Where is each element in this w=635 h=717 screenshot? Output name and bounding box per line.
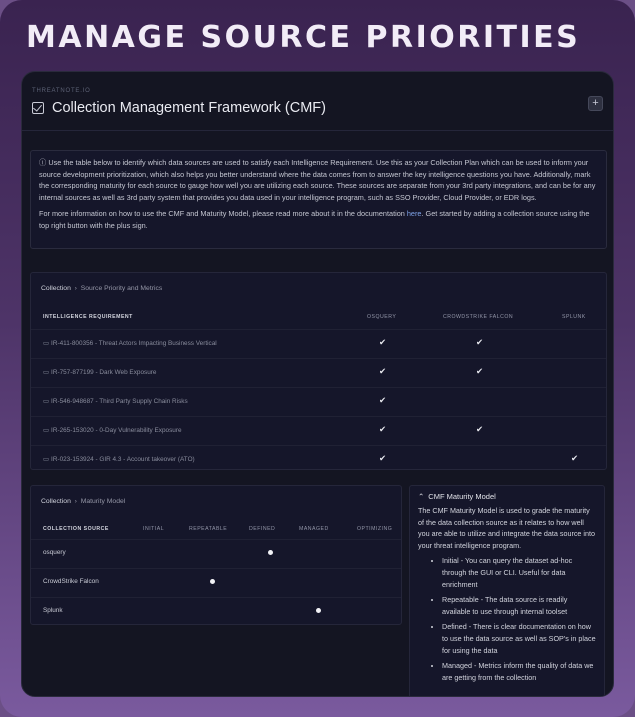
check-icon[interactable]: ✔	[379, 395, 387, 405]
column-header-requirement: INTELLIGENCE REQUIREMENT	[43, 314, 133, 320]
check-icon[interactable]: ✔	[379, 337, 387, 347]
column-header-splunk: SPLUNK	[562, 314, 586, 320]
breadcrumb	[41, 498, 125, 505]
folder-icon: ▭	[43, 427, 50, 434]
check-icon[interactable]: ✔	[476, 366, 484, 376]
breadcrumb-root[interactable]: Collection	[41, 285, 71, 292]
info-box	[30, 150, 607, 249]
check-icon[interactable]: ✔	[476, 337, 484, 347]
info-panel-title: CMF Maturity Model	[428, 492, 496, 501]
column-header-osquery: OSQUERY	[367, 314, 397, 320]
cmf-maturity-info-panel	[409, 485, 605, 697]
list-item: • Defined - There is clear documentation on how to use the data source as well as SOP's in place for using the data	[442, 621, 596, 656]
check-icon[interactable]: ✔	[379, 453, 387, 463]
table-row[interactable]	[31, 568, 401, 597]
check-icon[interactable]: ✔	[379, 366, 387, 376]
maturity-level-list	[418, 555, 596, 683]
source-priority-panel	[30, 272, 607, 470]
breadcrumb-current: Maturity Model	[80, 498, 126, 505]
check-icon[interactable]: ✔	[379, 424, 387, 434]
breadcrumb-current: Source Priority and Metrics	[80, 285, 163, 292]
maturity-level-dot[interactable]	[268, 550, 273, 555]
maturity-level-dot[interactable]	[316, 608, 321, 613]
source-label: osquery	[43, 549, 66, 556]
source-label: CrowdStrike Falcon	[43, 578, 99, 585]
source-label: Splunk	[43, 607, 63, 614]
breadcrumb-root[interactable]: Collection	[41, 498, 71, 505]
documentation-link[interactable]: here	[406, 209, 422, 219]
title-row	[32, 100, 326, 116]
header-divider	[22, 130, 613, 131]
info-panel-header[interactable]	[418, 492, 596, 501]
column-header-crowdstrike: CROWDSTRIKE FALCON	[443, 314, 514, 320]
table-row[interactable]	[31, 597, 401, 626]
table-row[interactable]	[31, 445, 606, 474]
column-header-initial: INITIAL	[143, 526, 165, 532]
column-header-repeatable: REPEATABLE	[189, 526, 228, 532]
column-header-source: COLLECTION SOURCE	[43, 526, 109, 532]
list-item: • Managed - Metrics inform the quality of data we are getting from the collection	[442, 660, 596, 683]
brand-label: THREATNOTE.IO	[32, 88, 91, 94]
folder-icon: ▭	[43, 456, 50, 463]
page-title: Collection Management Framework (CMF)	[52, 100, 326, 116]
folder-icon: ▭	[43, 340, 50, 347]
list-item: • Initial - You can query the dataset ad-hoc through the GUI or CLI. Useful for data enrichment	[442, 555, 596, 590]
info-panel-intro: The CMF Maturity Model is used to grade the maturity of the data collection source as it relates to how well you are able to utilize and integrate the data source into your threat intelligence program.	[418, 506, 596, 550]
maturity-level-dot[interactable]	[210, 579, 215, 584]
chevron-right-icon: ›	[74, 285, 77, 292]
info-text: For more information on how to use the CMF and Maturity Model, please read more about it in the documentation	[39, 209, 407, 219]
column-header-defined: DEFINED	[249, 526, 276, 532]
folder-icon: ▭	[43, 398, 50, 405]
app-window	[21, 71, 614, 697]
table-row[interactable]	[31, 329, 606, 358]
requirement-label[interactable]: ▭ IR-757-877199 - Dark Web Exposure	[43, 369, 157, 376]
chevron-right-icon: ›	[74, 498, 77, 505]
requirement-label[interactable]: ▭ IR-265-153020 - 0-Day Vulnerability Exposure	[43, 427, 182, 434]
info-paragraph-1: ⓘ Use the table below to identify which data sources are used to satisfy each Intelligence Requirement. Use this as your Collection Plan which can be used to inform your source development prioritization, which also helps you better understand where the data comes from to answer the key intelligence questions you have. Additionally, mark the corresponding maturity for each source to gauge how well you are utilizing each source. These sources are separate from your 3rd party integrations, and can be for any internal sources as well as 3rd party system that provides you data used in your intelligence program, such as SSO Provider, Cloud Provider, or EDR logs.	[39, 158, 596, 202]
requirement-label[interactable]: ▭ IR-546-948687 - Third Party Supply Chain Risks	[43, 398, 188, 405]
add-source-button[interactable]: +	[588, 96, 603, 111]
chevron-up-icon[interactable]: ⌃	[418, 492, 425, 501]
table-row[interactable]	[31, 539, 401, 568]
check-icon[interactable]: ✔	[476, 424, 484, 434]
column-header-optimizing: OPTIMIZING	[357, 526, 393, 532]
table-row[interactable]	[31, 387, 606, 416]
check-icon[interactable]: ✔	[571, 453, 579, 463]
promo-headline: MANAGE SOURCE PRIORITIES	[26, 20, 581, 55]
info-paragraph-2	[39, 208, 598, 231]
list-item: • Repeatable - The data source is readily available to use through internal toolset	[442, 594, 596, 617]
requirement-label[interactable]: ▭ IR-411-800356 - Threat Actors Impacting Business Vertical	[43, 340, 217, 347]
info-text-end: . Get started by adding a collection source using the top right button with the plus sign.	[39, 209, 590, 230]
requirement-label[interactable]: ▭ IR-023-153924 - GIR 4.3 - Account takeover (ATO)	[43, 456, 195, 463]
table-row[interactable]	[31, 358, 606, 387]
column-header-managed: MANAGED	[299, 526, 329, 532]
maturity-model-panel	[30, 485, 402, 625]
checkbox-icon	[32, 102, 44, 114]
table-row[interactable]	[31, 416, 606, 445]
breadcrumb	[41, 285, 162, 292]
folder-icon: ▭	[43, 369, 50, 376]
